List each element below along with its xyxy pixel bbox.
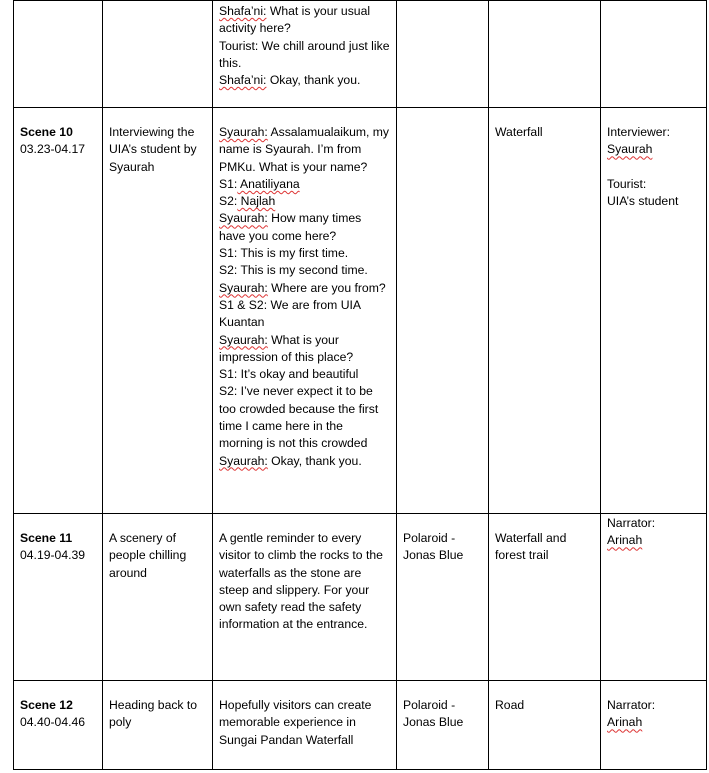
music-text: Polaroid - Jonas Blue [403, 531, 464, 563]
cast-cell [601, 514, 707, 681]
cast-cell [601, 108, 707, 514]
location-cell [489, 514, 601, 681]
scene-description: A scenery of people chilling around [109, 531, 187, 580]
description-cell [103, 108, 213, 514]
storyboard-table [13, 0, 707, 770]
description-cell [103, 514, 213, 681]
dialogue-cell [213, 108, 397, 514]
dialogue-line: Syaurah: How many times have you come here? [219, 211, 362, 243]
dialogue-line: Syaurah: What is your impression of this place? [219, 332, 354, 364]
scene-number: Scene 12 [20, 698, 73, 712]
music-text: Polaroid - Jonas Blue [403, 698, 464, 730]
location-text: Waterfall and forest trail [495, 531, 567, 563]
dialogue-line: S1: It’s okay and beautiful [219, 367, 359, 382]
description-cell [103, 681, 213, 770]
scene-cell [14, 681, 103, 770]
scene-cell [14, 514, 103, 681]
music-cell [397, 681, 489, 770]
location-text: Waterfall [495, 125, 543, 139]
location-cell [489, 1, 601, 108]
table-row [14, 108, 707, 514]
dialogue-line: S2: Najlah [219, 194, 276, 209]
dialogue-cell [213, 681, 397, 770]
dialogue-cell [213, 1, 397, 108]
scene-time: 03.23-04.17 [20, 142, 86, 157]
dialogue-line: Syaurah: Where are you from? [219, 280, 386, 295]
cast-role: Tourist: [607, 176, 647, 191]
narration-text: Hopefully visitors can create memorable experience in Sungai Pandan Waterfall [219, 698, 372, 747]
table-row [14, 1, 707, 108]
cast-cell [601, 681, 707, 770]
dialogue-line: S1: This is my first time. [219, 246, 349, 261]
scene-number: Scene 10 [20, 125, 73, 139]
dialogue-line: Syaurah: Assalamualaikum, my name is Syaurah. I’m from PMKu. What is your name? [219, 125, 390, 174]
dialogue-line: S2: I’ve never expect it to be too crowded because the first time I came here in the morning is not this crowded [219, 384, 379, 451]
dialogue-line: Shafa’ni: What is your usual activity here? [219, 4, 371, 36]
scene-time: 04.19-04.39 [20, 548, 86, 563]
scene-time: 04.40-04.46 [20, 715, 86, 730]
music-cell [397, 514, 489, 681]
scene-number: Scene 11 [20, 531, 73, 545]
cast-cell [601, 1, 707, 108]
table-row [14, 681, 707, 770]
dialogue-line: S1: Anatiliyana [219, 176, 300, 191]
dialogue-line: Syaurah: Okay, thank you. [219, 453, 362, 468]
cast-name: Syaurah [607, 142, 653, 157]
location-cell [489, 681, 601, 770]
dialogue-line: S1 & S2: We are from UIA Kuantan [219, 297, 361, 330]
cast-name: UIA’s student [607, 193, 679, 208]
cast-role: Interviewer: [607, 125, 670, 139]
scene-cell [14, 1, 103, 108]
music-cell [397, 108, 489, 514]
music-cell [397, 1, 489, 108]
description-cell [103, 1, 213, 108]
cast-role: Narrator: [607, 698, 656, 712]
dialogue-line: Tourist: We chill around just like this. [219, 38, 390, 70]
cast-role: Narrator: [607, 516, 656, 530]
cast-name: Arinah [607, 715, 643, 730]
dialogue-line: S2: This is my second time. [219, 263, 368, 278]
table-row [14, 514, 707, 681]
location-cell [489, 108, 601, 514]
scene-description: Interviewing the UIA’s student by Syaurah [109, 125, 197, 174]
dialogue-cell [213, 514, 397, 681]
dialogue-line: Shafa’ni: Okay, thank you. [219, 73, 361, 88]
narration-text: A gentle reminder to every visitor to climb the rocks to the waterfalls as the stone are steep and slippery. For your own safety read the safety information at the entrance. [219, 531, 383, 632]
scene-description: Heading back to poly [109, 698, 198, 730]
location-text: Road [495, 698, 525, 712]
scene-cell [14, 108, 103, 514]
cast-name: Arinah [607, 533, 643, 548]
